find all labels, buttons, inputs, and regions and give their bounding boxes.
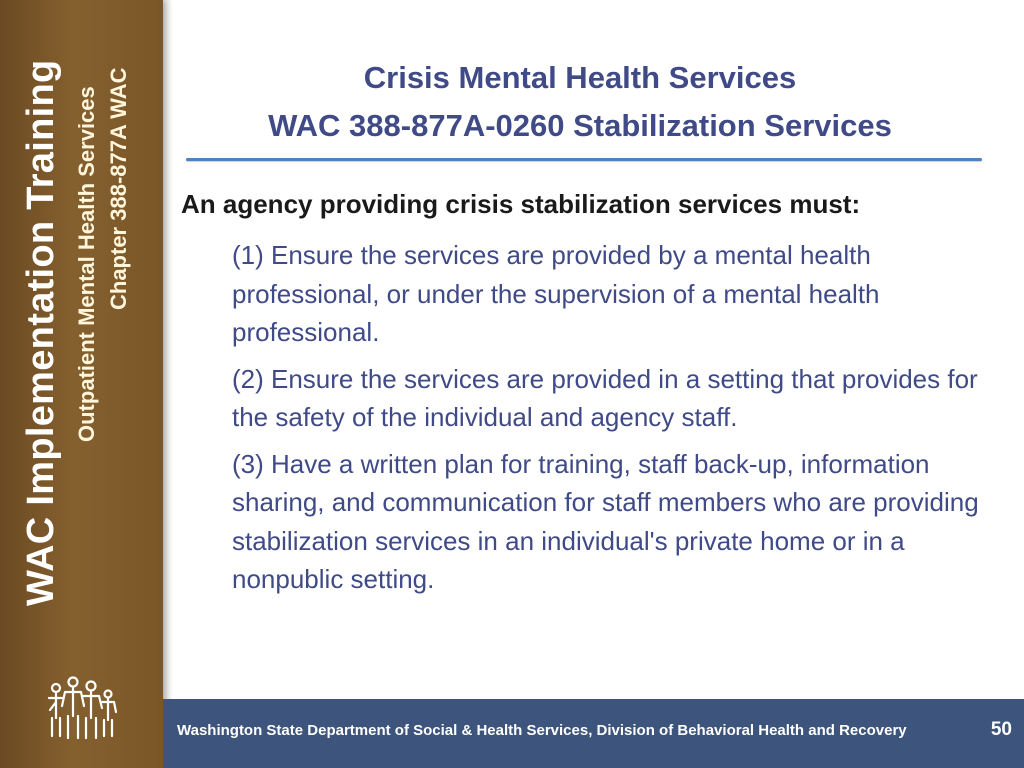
footer-organization: Washington State Department of Social & Health Services, Division of Behavioral Health and Recovery <box>177 722 907 739</box>
sidebar-subtitle-chapter: Chapter 388-877A WAC <box>106 67 131 310</box>
slide-title-line2: WAC 388-877A-0260 Stabilization Services <box>268 108 892 143</box>
sidebar-title: WAC Implementation Training <box>20 59 62 606</box>
slide-title-line1: Crisis Mental Health Services <box>363 60 797 95</box>
slide-title <box>180 54 980 150</box>
lead-statement: An agency providing crisis stabilization services must: <box>181 189 861 219</box>
page-number: 50 <box>990 719 1012 740</box>
requirement-item-2: (2) Ensure the services are provided in a setting that provides for the safety of the individual and agency staff. <box>232 363 978 432</box>
family-figures-icon <box>44 672 120 742</box>
footer-bar <box>163 699 1024 768</box>
sidebar-subtitle-services: Outpatient Mental Health Services <box>74 86 99 442</box>
requirement-item-1: (1) Ensure the services are provided by a mental health professional, or under the supervision of a mental health professional. <box>232 240 880 347</box>
sidebar-edge-shadow <box>163 0 173 768</box>
title-divider <box>186 158 982 161</box>
requirements-list <box>232 236 1002 607</box>
requirement-item-3: (3) Have a written plan for training, staff back-up, information sharing, and communication for staff members who are providing stabilization services in an individual's private home or in a nonpublic setting. <box>232 448 979 594</box>
sidebar <box>0 0 163 768</box>
